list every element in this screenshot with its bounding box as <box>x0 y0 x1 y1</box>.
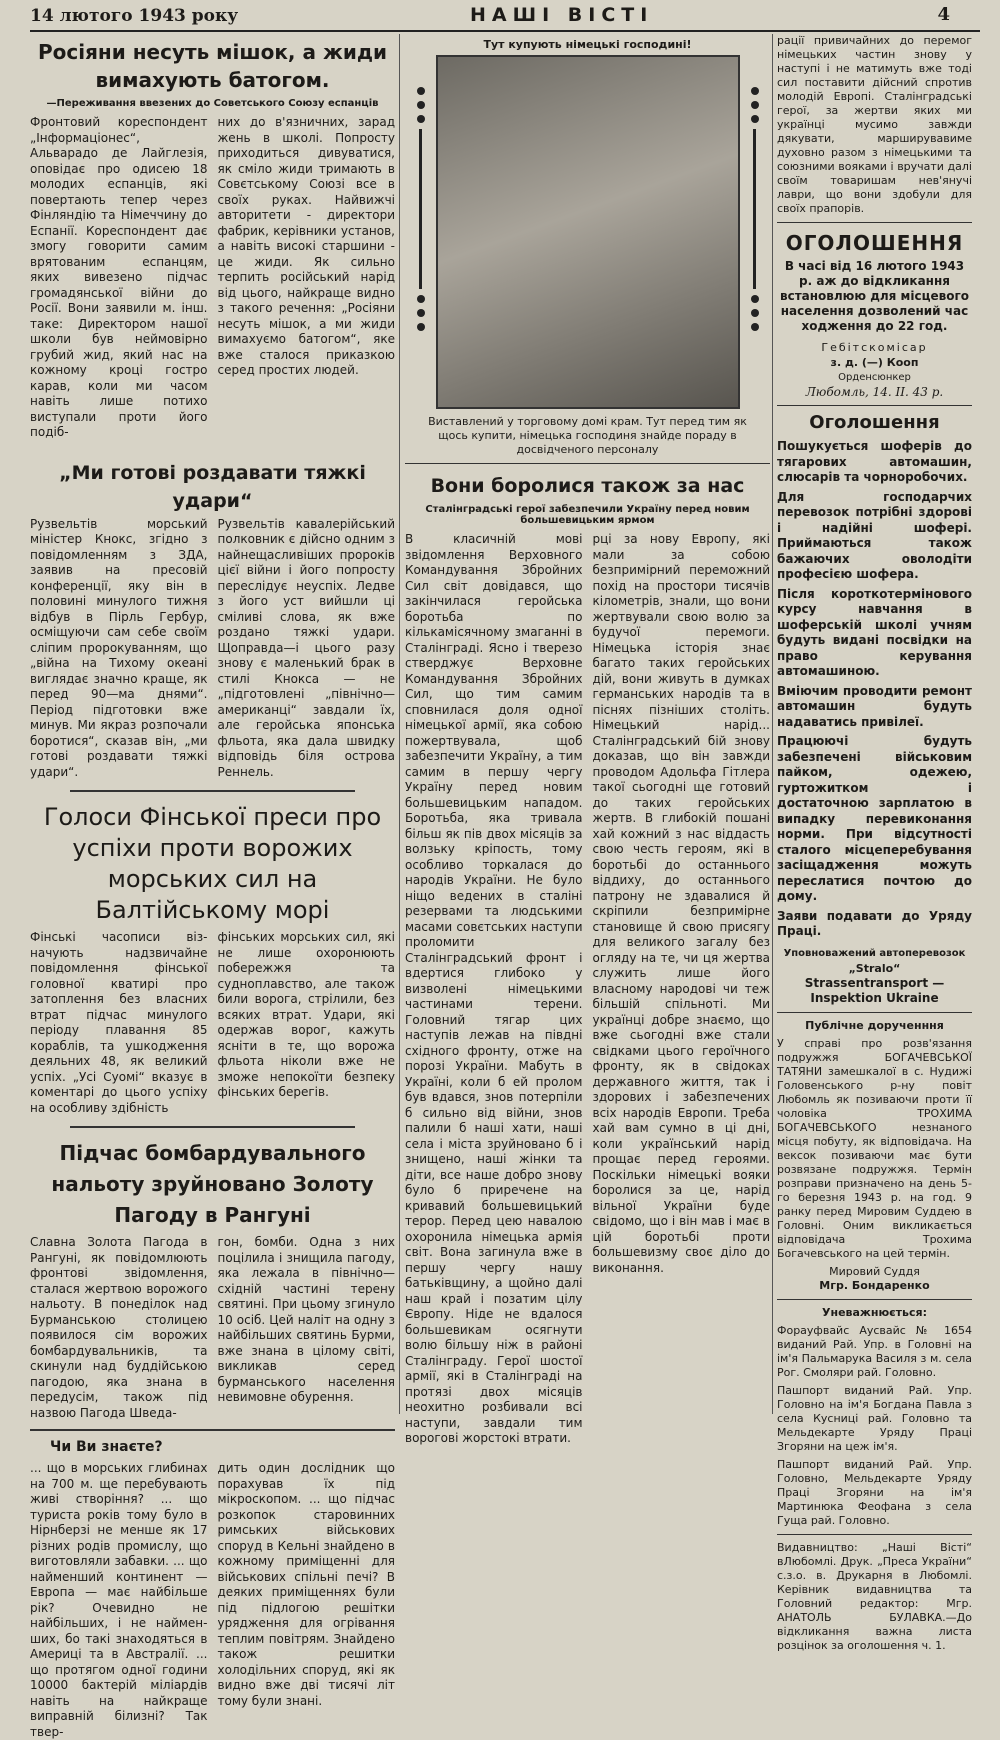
photo-caption: Виставлений у торговому домі крам. Тут перед тим як щось купити, німецька господиня знайде пораду в досвідченого персоналу <box>428 415 747 456</box>
notice-title: ОГОЛОШЕННЯ <box>785 231 964 255</box>
article-text: рці за нову Европу, які мали за собою безпримірний переможний похід на простори тисячів кілометрів, знали, що вони жертвували свою волю за будучої перемоги. Німецька історія знає багато таких геройських дій, вони живуть в думках германських народів та в піснях пізніших століть. Німецький нарід... Сталінградський бій знову доказав, що він завжди проводом Адольфа Гітлера такої сьогодні ще готовий до таких геройських жертв. В глибокій пошані хай кожний з нас віддасть свою честь героям, які в боротьбі до останнього віддиху, до останнього патрону не здавалися й скріпили безпримірне становище й свою присягу для великого загалу без огляду на те, чи ця жертва служить лише його власному народові чи теж більшій спільноті. Ми українці добре знаємо, що вже сьогодні вже стали свідками цього героїчного фронту, як в свідоках державного життя, так і здорових і забезпечених всіх народів Европи. Треба хай вам сумно в ці дні, коли український нарід прощає перед героями. Поскільки німецькі вояки боролися за це, нарід вільної України буде свідомо, що і він мав і має в цій боротьбі проти большевизму своє діло до виконання. <box>592 532 770 1275</box>
notice-text: У справі про розв'язання подружжя БОГАЧЕВСЬКОЇ ТАТЯНИ замешкалої в с. Нудижі Головенського р-ну повіт Любомль як позиваючи проти її чоловіка ТРОХИМА БОГАЧЕВСЬКОГО незнаного місця побуту, як відповідача. На вексок позиваючи має бути розвязане подружжя. Термін розправи призначено на день 5-го березня 1943 р. на год. 9 ранку перед Мировим Суддею в Головні. Оним викликається відповідача Трохима Богачевського на цей термін. <box>777 1036 972 1260</box>
notice-title: Публічне дорученння <box>805 1018 944 1032</box>
notice-body: В часі від 16 лютого 1943 р. аж до відкликання встановлюю для місцевого населення дозволений час ходження до 22 год. <box>780 259 969 333</box>
notice-signature: „Stralo“ <box>848 961 901 975</box>
article-text: гон, бомби. Одна з них поцілила і знищила пагоду, яка лежала в північно—східній частині терену святині. При цьому згинуло 10 осіб. Цей наліт на одну з найбільших святинь Бурми, вже знана в цілому світі, викликав серед бурманського населення невимовне обурення. <box>217 1235 395 1404</box>
page-header <box>30 4 980 32</box>
divider <box>70 1126 355 1128</box>
issue-date: 14 лютого 1943 року <box>30 6 239 26</box>
column-divider <box>399 34 400 1414</box>
notice-title: Уневажнюється: <box>822 1305 927 1319</box>
divider <box>777 405 972 406</box>
article-text: Славна Золота Пагода в Рангуні, як повідомлюють фронтові звідомлення, сталася жертвою ворожого нальоту. В понеділок над Бурманською столицею появилося сім ворожих бомбардувальників, та скинули над буддійською пагодою, яка знана в передусім, також під назвою Пагода Шведа- <box>30 1235 208 1420</box>
photo-title: Тут купують німецькі господині! <box>483 38 692 51</box>
notice-text: Пошукується шоферів до тягарових автомашин, слюсарів та чорноробочих. <box>777 439 972 484</box>
article-title: Росіяни несуть мішок, а жиди вимахують батогом. <box>37 40 388 92</box>
article-body <box>405 532 770 1447</box>
divider <box>30 1429 395 1431</box>
ornament <box>416 87 426 377</box>
divider <box>70 790 355 792</box>
article-text: фінських морських сил, які не лише охоронюють побережжя та судноплавство, але також били ворога, стрілили, без всяких втрат. Удари, які одержав ворог, кажуть ясніти в те, що ворожа фльота ніколи вже не зможе непокоїти безпеку фінських берегів. <box>217 930 395 1099</box>
article-text: Фінські часописи візначують надзвичайне повідомлення фінської головної кватирі про затоплення без власних втрат підчас минулого періоду плавання 85 кораблів, та ушкодження деяльних 48, як великий успіх. „Усі Суомі“ вказує в коментарі до цього успіху на особливу здібність <box>30 930 208 1115</box>
notice-title: Оголошення <box>809 412 940 433</box>
notice-place-date: Любомль, 14. II. 43 р. <box>805 385 944 399</box>
page-number: 4 <box>937 4 950 25</box>
divider <box>777 222 972 223</box>
article-subtitle: —Переживання ввезених до Советського Союзу еспанців <box>46 98 379 109</box>
list-item: Пашпорт виданий Рай. Упр. Головно на ім'я Богдана Павла з села Кусниці рай. Головно та Мельдекарте Уряду Праці Згоряни на цеж ім'я. <box>777 1383 972 1453</box>
article-title: Підчас бомбардувального нальоту зруйновано Золоту Пагоду в Рангуні <box>51 1141 374 1227</box>
notice-signature: Strassentransport — Inspektion Ukraine <box>804 975 945 1005</box>
article-text: Рузвельтів кавалерійський полковник є дійсно одним з найнещасливіших пророків цієї війни і його попросту переслідує неуспіх. Ледве з його уст вийшли ці сміливі слова, як вже роздано тяжкі удари. Щоправда—і цього разу знову є маленький брак в стилі Кнокса — не „підготовлені „північно—американці“ завдали їх, але геройська японська фльота, яка дала швидку відповідь біля острова Реннель. <box>217 516 395 779</box>
article-body <box>30 1461 395 1740</box>
notice-signature: Мгр. Бондаренко <box>819 1278 930 1292</box>
notice-signature: Мировий Суддя <box>829 1264 920 1278</box>
divider <box>405 463 770 464</box>
divider <box>777 1299 972 1300</box>
list-item: Форауфвайс Аусвайс № 1654 виданий Рай. Упр. в Головні на ім'я Пальмарука Василя з м. села Рог. Смоляри рай. Головно. <box>777 1323 972 1379</box>
article-title: Вони боролися також за нас <box>430 475 745 497</box>
list-item: Пашпорт виданий Рай. Упр. Головно, Мельдекарте Уряду Праці Згоряни на ім'я Мартинюка Феофана з села Гуща рай. Головно. <box>777 1457 972 1527</box>
column-divider <box>772 34 773 1414</box>
notice-signature: Гебітскомісар <box>821 341 928 354</box>
notice-text: Заяви подавати до Уряду Праці. <box>777 908 972 938</box>
notice-signature: Орденсюнкер <box>838 372 911 383</box>
notice-text: Вміючим проводити ремонт автомашин будуть надаватись привілеї. <box>777 683 972 729</box>
left-column <box>30 34 395 1739</box>
notice-signature: Уповноважений автоперевозок <box>783 947 966 959</box>
article-title: „Ми готові роздавати тяжкі удари“ <box>59 461 366 512</box>
photograph <box>436 55 740 409</box>
article-continuation: рації привичайних до перемог німецьких частин знову у наступі і не матимуть вже тоді сил поставити дійсний спротив молодій Европі. Сталінградські герої, за жертви яких ми українці мусимо завжди дякувати, марширувавиме духовно разом з німецькими та союзними вояками і вручати далі своїм товаришам нев'янучі лаври, що вони здобули для своїх прапорів. <box>777 34 972 215</box>
article-text: дить один дослідник що порахував їх під мікроскопом. ... що підчас розкопок старовинних римських військових споруд в Кельні знайдено в кожному приміщенні для військових спільні печі? В деяких приміщеннях були під підлогою решітки урядження для огрівання теплим повітрям. Знайдено також решитки холодільних споруд, які як видно вже дві тисячі літ тому були знані. <box>217 1461 395 1708</box>
notice-text: Для господарчих перевозок потрібні здорові і надійні шофері. Приймаються також бажаючих оволодіти професією шофера. <box>777 489 972 581</box>
divider <box>777 1012 972 1013</box>
middle-column <box>405 34 770 1445</box>
article-text: них до в'язничних, зарад жень в школі. Попросту приходиться дивуватися, як сміло жиди тримають в Совєтському Союзі все в своїх руках. Найвижчі авторитети - директори фабрик, керівники установ, а навіть високі старшини - це жиди. Як сильно терпить російський нарід від цього, найкраще видно з такого речення: „Росіяни несуть мішок, а ми жиди вимахуємо батогом“, яке вже сталося приказкою серед простих людей. <box>217 115 395 377</box>
article-text: Фронтовий кореспондент „Інформаціонес“, Альварадо де Лайглезія, оповідає про одисею 18 молодих еспанців, які повертають тепер через Фінляндію та Німеччину до Еспанії. Кореспондент дає змогу говорити самим врятованим еспанцям, яких вивезено підчас громадянської війни до Росії. Вони заявили м. інш. таке: Директором нашої школи був неймовірно грубий жид, який нас на кожному кроці гостро карав, коли ми часом навіть лише потихо виступали проти його подіб- <box>30 115 208 439</box>
article-text: ... що в морських глибинах на 700 м. ще перебувають живі створіння? ... що туриста років тому було в Нірнберзі не менше як 17 різних родів промислу, що виготовляли забавки. ... що найменший континент — Европа — має найбільше рік? Очевидно не найбільших, і не найменших, бо такі знаходяться в Америці та в Австралії. ... що протягом одної години 10000 бактерій міліардів навіть на найкраще виправній білизні? Так твер- <box>30 1461 208 1739</box>
newspaper-name: НАШІ ВІСТІ <box>470 4 654 26</box>
divider <box>777 1534 972 1535</box>
right-column <box>777 34 972 1652</box>
article-body <box>30 115 395 441</box>
section-title: Чи Ви знаєте? <box>50 1439 163 1455</box>
ornament <box>750 87 760 377</box>
article-title: Голоси Фінської преси про успіхи проти ворожих морських сил на Балтійському морі <box>43 803 382 924</box>
article-text: Рузвельтів морський міністер Кнокс, згідно з повідомленням з ЗДА, заявив на пресовій конференції, яку він в половині минулого тижня відбув в Пірль Гербур, осміщуючи сам себе своїм сліпим пророкуванням, що „війна на Тихому океані виглядає значно краще, як перед 90—ма днями“. Період підготовки вже минув. Ми якраз розпочали боротися“, сказав він, „ми готові роздавати тяжкі удари“. <box>30 516 208 779</box>
notice-signature: з. д. (—) Кооп <box>830 356 919 369</box>
notice-text: Працюючі будуть забезпечені військовим пайком, одежею, гуртожитком і достаточною зарплатою в випадку перевиконання норми. При відсутності сталого місцеперебування засіщадження можуть переслатися почтою до дому. <box>777 734 972 903</box>
article-body <box>30 930 395 1116</box>
article-text: В класичній мові звідомлення Верховного Командування Збройних Сил світ довідався, що закінчилася геройська боротьба по кількамісячному змаганні в Сталінграді. Ясно і тверезо стверджує Верховне Командування Збройних Сил, що тим самим сповнилася доля одної німецької армії, яка собою пожертвувала, щоб забезпечити Україну, а тим самим в першу чергу Україну перед новим большевицьким нападом. Боротьба, яка тривала більш як пів двох місяців за волзьку кріпость, тому особливо торкалася до народів України. Не було ніщо ведених в сталіні резервами та людськими масами совєтських наступи проломити Сталінградський фронт і вдертися глибоко у визволені німецькими частинами терени. Головний тягар цих наступів лежав на півдні східного фронту, отже на порозі України. Мабуть в Україні, коли б ей пролом був вдався, знов потерпіли б сильно від війни, знов палили б наші хати, наші села і міста зруйновано б і знищено, наші жінки та діти, все наше добро знову було б приречене на кривавий большевицький терор. Перед цею навалою охоронила німецька армія світ. Вона загинула вже в першу чергу нашу батьківщину, а щойно далі наш край і позатим цілу Європу. Ніде не вдалося большевикам осягнути волю більшу ніж в районі Сталінграду. Герої шостої армії, які в Сталінграді на протязі двох місяців неохитно розбивали всі наступи, завдали тим ворогові жорстокі втрати. <box>405 532 583 1445</box>
article-subtitle: Сталінградські герої забезпечили Україну перед новим большевицьким ярмом <box>425 504 750 526</box>
notice-text: Після короткотермінового курсу навчання в шоферській школі учням будуть видані посвідки на право керування автомашиною. <box>777 586 972 678</box>
article-body <box>30 517 395 781</box>
publisher-info: Видавництво: „Наші Вісті“ вЛюбомлі. Друк. „Преса України“ с.з.о. в. Друкарня в Любомлі. Керівник видавництва та Головний редактор: Мгр. АНАТОЛЬ БУЛАВКА.—До відкликання важна листа розцінок за оголошення ч. 1. <box>777 1540 972 1652</box>
article-body <box>30 1235 395 1421</box>
